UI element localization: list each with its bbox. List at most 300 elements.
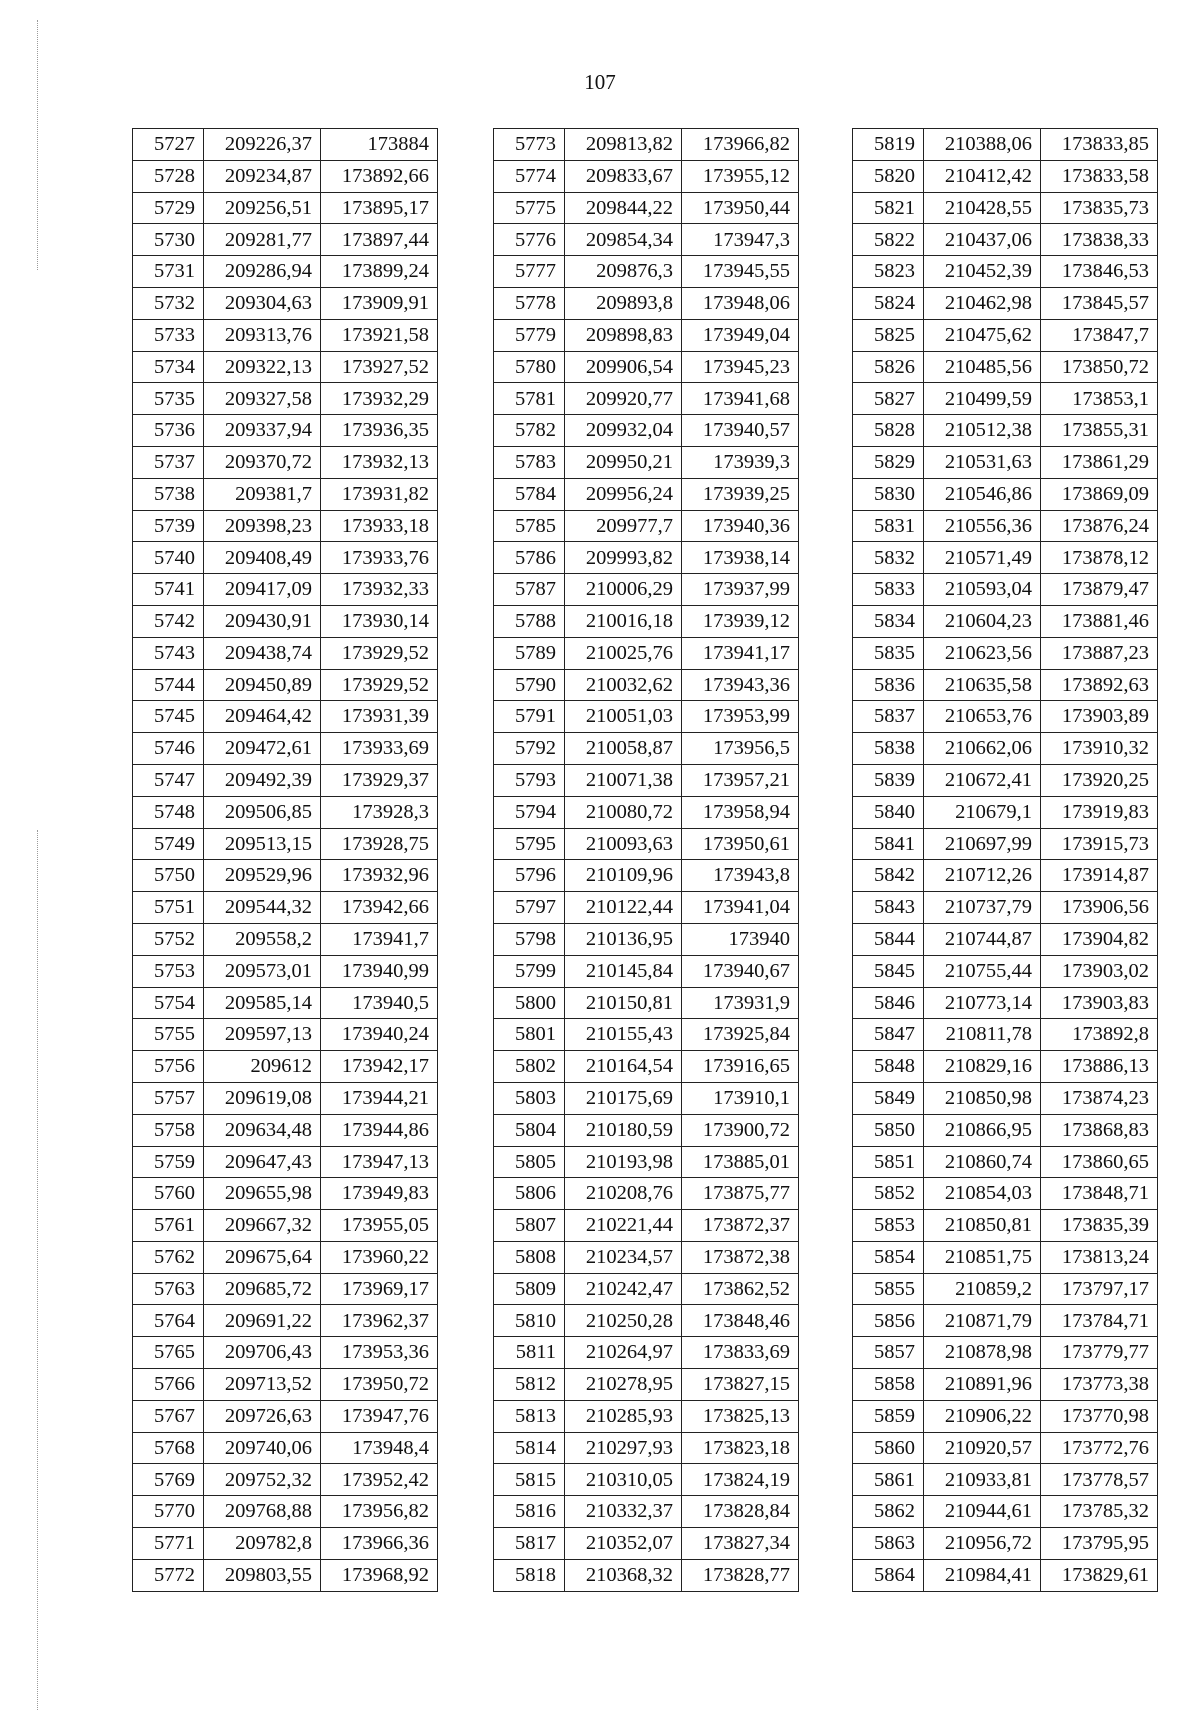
x-coordinate-cell: 209597,13 bbox=[204, 1019, 321, 1051]
x-coordinate-cell: 210546,86 bbox=[924, 478, 1041, 510]
y-coordinate-cell: 173950,72 bbox=[321, 1369, 438, 1401]
x-coordinate-cell: 209844,22 bbox=[565, 192, 682, 224]
point-number-cell: 5811 bbox=[494, 1337, 565, 1369]
y-coordinate-cell: 173969,17 bbox=[321, 1273, 438, 1305]
table-row bbox=[133, 637, 438, 669]
x-coordinate-cell: 210712,26 bbox=[924, 860, 1041, 892]
y-coordinate-cell: 173949,83 bbox=[321, 1178, 438, 1210]
table-row bbox=[494, 733, 799, 765]
x-coordinate-cell: 209906,54 bbox=[565, 351, 682, 383]
x-coordinate-cell: 210635,58 bbox=[924, 669, 1041, 701]
point-number-cell: 5796 bbox=[494, 860, 565, 892]
x-coordinate-cell: 209634,48 bbox=[204, 1114, 321, 1146]
y-coordinate-cell: 173948,06 bbox=[682, 287, 799, 319]
x-coordinate-cell: 210164,54 bbox=[565, 1051, 682, 1083]
x-coordinate-cell: 210920,57 bbox=[924, 1432, 1041, 1464]
y-coordinate-cell: 173885,01 bbox=[682, 1146, 799, 1178]
y-coordinate-cell: 173936,35 bbox=[321, 415, 438, 447]
x-coordinate-cell: 210297,93 bbox=[565, 1432, 682, 1464]
point-number-cell: 5784 bbox=[494, 478, 565, 510]
table-row bbox=[133, 733, 438, 765]
table-row bbox=[494, 383, 799, 415]
point-number-cell: 5858 bbox=[853, 1369, 924, 1401]
x-coordinate-cell: 210755,44 bbox=[924, 955, 1041, 987]
table-row bbox=[494, 1273, 799, 1305]
point-number-cell: 5791 bbox=[494, 701, 565, 733]
y-coordinate-cell: 173900,72 bbox=[682, 1114, 799, 1146]
x-coordinate-cell: 209740,06 bbox=[204, 1432, 321, 1464]
x-coordinate-cell: 209950,21 bbox=[565, 446, 682, 478]
point-number-cell: 5829 bbox=[853, 446, 924, 478]
table-row bbox=[494, 415, 799, 447]
x-coordinate-cell: 209327,58 bbox=[204, 383, 321, 415]
table-row bbox=[133, 1241, 438, 1273]
point-number-cell: 5810 bbox=[494, 1305, 565, 1337]
x-coordinate-cell: 209472,61 bbox=[204, 733, 321, 765]
point-number-cell: 5817 bbox=[494, 1528, 565, 1560]
point-number-cell: 5816 bbox=[494, 1496, 565, 1528]
table-row bbox=[853, 828, 1158, 860]
table-row bbox=[133, 1051, 438, 1083]
x-coordinate-cell: 210109,96 bbox=[565, 860, 682, 892]
table-row bbox=[494, 605, 799, 637]
y-coordinate-cell: 173956,82 bbox=[321, 1496, 438, 1528]
point-number-cell: 5835 bbox=[853, 637, 924, 669]
point-number-cell: 5828 bbox=[853, 415, 924, 447]
y-coordinate-cell: 173828,77 bbox=[682, 1559, 799, 1591]
table-row bbox=[494, 478, 799, 510]
y-coordinate-cell: 173955,12 bbox=[682, 160, 799, 192]
table-row bbox=[853, 733, 1158, 765]
y-coordinate-cell: 173932,96 bbox=[321, 860, 438, 892]
x-coordinate-cell: 210278,95 bbox=[565, 1369, 682, 1401]
table-row bbox=[494, 1432, 799, 1464]
point-number-cell: 5818 bbox=[494, 1559, 565, 1591]
point-number-cell: 5745 bbox=[133, 701, 204, 733]
x-coordinate-cell: 209398,23 bbox=[204, 510, 321, 542]
y-coordinate-cell: 173940 bbox=[682, 923, 799, 955]
table-row bbox=[494, 1051, 799, 1083]
point-number-cell: 5734 bbox=[133, 351, 204, 383]
y-coordinate-cell: 173958,94 bbox=[682, 796, 799, 828]
y-coordinate-cell: 173939,3 bbox=[682, 446, 799, 478]
point-number-cell: 5735 bbox=[133, 383, 204, 415]
point-number-cell: 5788 bbox=[494, 605, 565, 637]
y-coordinate-cell: 173945,55 bbox=[682, 256, 799, 288]
x-coordinate-cell: 210180,59 bbox=[565, 1114, 682, 1146]
x-coordinate-cell: 209370,72 bbox=[204, 446, 321, 478]
x-coordinate-cell: 209655,98 bbox=[204, 1178, 321, 1210]
table-row bbox=[494, 860, 799, 892]
x-coordinate-cell: 209833,67 bbox=[565, 160, 682, 192]
point-number-cell: 5807 bbox=[494, 1210, 565, 1242]
y-coordinate-cell: 173960,22 bbox=[321, 1241, 438, 1273]
y-coordinate-cell: 173929,37 bbox=[321, 764, 438, 796]
point-number-cell: 5768 bbox=[133, 1432, 204, 1464]
y-coordinate-cell: 173876,24 bbox=[1041, 510, 1158, 542]
y-coordinate-cell: 173939,25 bbox=[682, 478, 799, 510]
table-row bbox=[133, 510, 438, 542]
x-coordinate-cell: 210150,81 bbox=[565, 987, 682, 1019]
y-coordinate-cell: 173884 bbox=[321, 129, 438, 161]
table-row bbox=[494, 1528, 799, 1560]
point-number-cell: 5789 bbox=[494, 637, 565, 669]
point-number-cell: 5758 bbox=[133, 1114, 204, 1146]
table-row bbox=[853, 1337, 1158, 1369]
x-coordinate-cell: 209977,7 bbox=[565, 510, 682, 542]
y-coordinate-cell: 173892,66 bbox=[321, 160, 438, 192]
point-number-cell: 5736 bbox=[133, 415, 204, 447]
point-number-cell: 5795 bbox=[494, 828, 565, 860]
table-row bbox=[133, 1559, 438, 1591]
x-coordinate-cell: 210016,18 bbox=[565, 605, 682, 637]
table-row bbox=[494, 1496, 799, 1528]
table-row bbox=[494, 637, 799, 669]
y-coordinate-cell: 173874,23 bbox=[1041, 1082, 1158, 1114]
point-number-cell: 5775 bbox=[494, 192, 565, 224]
table-row bbox=[133, 192, 438, 224]
x-coordinate-cell: 209876,3 bbox=[565, 256, 682, 288]
y-coordinate-cell: 173940,36 bbox=[682, 510, 799, 542]
y-coordinate-cell: 173940,99 bbox=[321, 955, 438, 987]
table-row bbox=[133, 542, 438, 574]
point-number-cell: 5851 bbox=[853, 1146, 924, 1178]
point-number-cell: 5819 bbox=[853, 129, 924, 161]
y-coordinate-cell: 173828,84 bbox=[682, 1496, 799, 1528]
point-number-cell: 5754 bbox=[133, 987, 204, 1019]
y-coordinate-cell: 173813,24 bbox=[1041, 1241, 1158, 1273]
point-number-cell: 5727 bbox=[133, 129, 204, 161]
y-coordinate-cell: 173940,67 bbox=[682, 955, 799, 987]
point-number-cell: 5832 bbox=[853, 542, 924, 574]
point-number-cell: 5764 bbox=[133, 1305, 204, 1337]
y-coordinate-cell: 173825,13 bbox=[682, 1400, 799, 1432]
y-coordinate-cell: 173933,76 bbox=[321, 542, 438, 574]
y-coordinate-cell: 173833,69 bbox=[682, 1337, 799, 1369]
y-coordinate-cell: 173937,99 bbox=[682, 574, 799, 606]
x-coordinate-cell: 209492,39 bbox=[204, 764, 321, 796]
x-coordinate-cell: 209304,63 bbox=[204, 287, 321, 319]
table-row bbox=[853, 1241, 1158, 1273]
table-row bbox=[853, 669, 1158, 701]
point-number-cell: 5776 bbox=[494, 224, 565, 256]
x-coordinate-cell: 210737,79 bbox=[924, 892, 1041, 924]
x-coordinate-cell: 210332,37 bbox=[565, 1496, 682, 1528]
table-row bbox=[853, 1051, 1158, 1083]
y-coordinate-cell: 173950,61 bbox=[682, 828, 799, 860]
x-coordinate-cell: 210051,03 bbox=[565, 701, 682, 733]
point-number-cell: 5803 bbox=[494, 1082, 565, 1114]
x-coordinate-cell: 209226,37 bbox=[204, 129, 321, 161]
table-row bbox=[494, 764, 799, 796]
y-coordinate-cell: 173772,76 bbox=[1041, 1432, 1158, 1464]
table-row bbox=[133, 1178, 438, 1210]
point-number-cell: 5782 bbox=[494, 415, 565, 447]
point-number-cell: 5809 bbox=[494, 1273, 565, 1305]
y-coordinate-cell: 173887,23 bbox=[1041, 637, 1158, 669]
y-coordinate-cell: 173878,12 bbox=[1041, 542, 1158, 574]
point-number-cell: 5733 bbox=[133, 319, 204, 351]
table-row bbox=[853, 351, 1158, 383]
point-number-cell: 5855 bbox=[853, 1273, 924, 1305]
x-coordinate-cell: 210032,62 bbox=[565, 669, 682, 701]
point-number-cell: 5773 bbox=[494, 129, 565, 161]
x-coordinate-cell: 210593,04 bbox=[924, 574, 1041, 606]
y-coordinate-cell: 173853,1 bbox=[1041, 383, 1158, 415]
x-coordinate-cell: 210093,63 bbox=[565, 828, 682, 860]
point-number-cell: 5833 bbox=[853, 574, 924, 606]
y-coordinate-cell: 173845,57 bbox=[1041, 287, 1158, 319]
point-number-cell: 5750 bbox=[133, 860, 204, 892]
point-number-cell: 5731 bbox=[133, 256, 204, 288]
point-number-cell: 5802 bbox=[494, 1051, 565, 1083]
table-row bbox=[133, 1464, 438, 1496]
y-coordinate-cell: 173892,63 bbox=[1041, 669, 1158, 701]
point-number-cell: 5839 bbox=[853, 764, 924, 796]
table-row bbox=[133, 1528, 438, 1560]
table-row bbox=[494, 446, 799, 478]
point-number-cell: 5822 bbox=[853, 224, 924, 256]
x-coordinate-cell: 209752,32 bbox=[204, 1464, 321, 1496]
table-row bbox=[853, 1528, 1158, 1560]
point-number-cell: 5762 bbox=[133, 1241, 204, 1273]
table-row bbox=[853, 764, 1158, 796]
table-row bbox=[133, 1019, 438, 1051]
table-row bbox=[494, 1241, 799, 1273]
point-number-cell: 5848 bbox=[853, 1051, 924, 1083]
point-number-cell: 5800 bbox=[494, 987, 565, 1019]
table-row bbox=[133, 923, 438, 955]
y-coordinate-cell: 173848,46 bbox=[682, 1305, 799, 1337]
table-row bbox=[494, 1369, 799, 1401]
x-coordinate-cell: 210512,38 bbox=[924, 415, 1041, 447]
table-row bbox=[133, 1146, 438, 1178]
point-number-cell: 5798 bbox=[494, 923, 565, 955]
y-coordinate-cell: 173940,24 bbox=[321, 1019, 438, 1051]
point-number-cell: 5730 bbox=[133, 224, 204, 256]
point-number-cell: 5837 bbox=[853, 701, 924, 733]
x-coordinate-cell: 209782,8 bbox=[204, 1528, 321, 1560]
table-row bbox=[133, 383, 438, 415]
table-row bbox=[853, 1114, 1158, 1146]
x-coordinate-cell: 210956,72 bbox=[924, 1528, 1041, 1560]
y-coordinate-cell: 173952,42 bbox=[321, 1464, 438, 1496]
y-coordinate-cell: 173947,3 bbox=[682, 224, 799, 256]
x-coordinate-cell: 209993,82 bbox=[565, 542, 682, 574]
point-number-cell: 5854 bbox=[853, 1241, 924, 1273]
point-number-cell: 5771 bbox=[133, 1528, 204, 1560]
point-number-cell: 5830 bbox=[853, 478, 924, 510]
point-number-cell: 5853 bbox=[853, 1210, 924, 1242]
coordinates-table-2 bbox=[493, 128, 799, 1592]
table-row bbox=[494, 129, 799, 161]
y-coordinate-cell: 173861,29 bbox=[1041, 446, 1158, 478]
table-row bbox=[494, 256, 799, 288]
x-coordinate-cell: 210859,2 bbox=[924, 1273, 1041, 1305]
x-coordinate-cell: 209430,91 bbox=[204, 605, 321, 637]
point-number-cell: 5801 bbox=[494, 1019, 565, 1051]
table-row bbox=[853, 1273, 1158, 1305]
table-row bbox=[133, 129, 438, 161]
x-coordinate-cell: 210234,57 bbox=[565, 1241, 682, 1273]
table-row bbox=[853, 605, 1158, 637]
coordinates-table-1 bbox=[132, 128, 438, 1592]
y-coordinate-cell: 173932,13 bbox=[321, 446, 438, 478]
point-number-cell: 5823 bbox=[853, 256, 924, 288]
y-coordinate-cell: 173872,38 bbox=[682, 1241, 799, 1273]
y-coordinate-cell: 173968,92 bbox=[321, 1559, 438, 1591]
table-row bbox=[853, 510, 1158, 542]
y-coordinate-cell: 173932,29 bbox=[321, 383, 438, 415]
x-coordinate-cell: 210850,81 bbox=[924, 1210, 1041, 1242]
y-coordinate-cell: 173953,99 bbox=[682, 701, 799, 733]
y-coordinate-cell: 173915,73 bbox=[1041, 828, 1158, 860]
point-number-cell: 5842 bbox=[853, 860, 924, 892]
y-coordinate-cell: 173947,76 bbox=[321, 1400, 438, 1432]
table-row bbox=[853, 1369, 1158, 1401]
y-coordinate-cell: 173879,47 bbox=[1041, 574, 1158, 606]
y-coordinate-cell: 173931,9 bbox=[682, 987, 799, 1019]
y-coordinate-cell: 173929,52 bbox=[321, 669, 438, 701]
table-row bbox=[133, 764, 438, 796]
y-coordinate-cell: 173833,85 bbox=[1041, 129, 1158, 161]
point-number-cell: 5852 bbox=[853, 1178, 924, 1210]
table-row bbox=[133, 796, 438, 828]
x-coordinate-cell: 210499,59 bbox=[924, 383, 1041, 415]
y-coordinate-cell: 173955,05 bbox=[321, 1210, 438, 1242]
y-coordinate-cell: 173931,39 bbox=[321, 701, 438, 733]
table-row bbox=[494, 1019, 799, 1051]
table-row bbox=[853, 1432, 1158, 1464]
y-coordinate-cell: 173933,69 bbox=[321, 733, 438, 765]
table-row bbox=[853, 192, 1158, 224]
table-row bbox=[494, 955, 799, 987]
x-coordinate-cell: 210071,38 bbox=[565, 764, 682, 796]
point-number-cell: 5753 bbox=[133, 955, 204, 987]
x-coordinate-cell: 209450,89 bbox=[204, 669, 321, 701]
table-row bbox=[853, 542, 1158, 574]
table-row bbox=[494, 796, 799, 828]
x-coordinate-cell: 209544,32 bbox=[204, 892, 321, 924]
x-coordinate-cell: 209691,22 bbox=[204, 1305, 321, 1337]
point-number-cell: 5772 bbox=[133, 1559, 204, 1591]
table-row bbox=[494, 987, 799, 1019]
table-row bbox=[133, 1273, 438, 1305]
y-coordinate-cell: 173932,33 bbox=[321, 574, 438, 606]
table-row bbox=[494, 319, 799, 351]
table-row bbox=[133, 669, 438, 701]
y-coordinate-cell: 173945,23 bbox=[682, 351, 799, 383]
point-number-cell: 5732 bbox=[133, 287, 204, 319]
point-number-cell: 5821 bbox=[853, 192, 924, 224]
x-coordinate-cell: 210428,55 bbox=[924, 192, 1041, 224]
table-row bbox=[494, 1114, 799, 1146]
x-coordinate-cell: 210744,87 bbox=[924, 923, 1041, 955]
x-coordinate-cell: 209585,14 bbox=[204, 987, 321, 1019]
point-number-cell: 5755 bbox=[133, 1019, 204, 1051]
x-coordinate-cell: 210851,75 bbox=[924, 1241, 1041, 1273]
x-coordinate-cell: 210310,05 bbox=[565, 1464, 682, 1496]
table-row bbox=[853, 224, 1158, 256]
x-coordinate-cell: 209464,42 bbox=[204, 701, 321, 733]
x-coordinate-cell: 210242,47 bbox=[565, 1273, 682, 1305]
y-coordinate-cell: 173881,46 bbox=[1041, 605, 1158, 637]
table-row bbox=[853, 701, 1158, 733]
table-row bbox=[853, 892, 1158, 924]
table-row bbox=[853, 1019, 1158, 1051]
page-number: 107 bbox=[584, 70, 616, 94]
point-number-cell: 5849 bbox=[853, 1082, 924, 1114]
x-coordinate-cell: 210531,63 bbox=[924, 446, 1041, 478]
y-coordinate-cell: 173838,33 bbox=[1041, 224, 1158, 256]
point-number-cell: 5792 bbox=[494, 733, 565, 765]
x-coordinate-cell: 209675,64 bbox=[204, 1241, 321, 1273]
table-row bbox=[494, 892, 799, 924]
table-row bbox=[853, 1305, 1158, 1337]
point-number-cell: 5741 bbox=[133, 574, 204, 606]
table-row bbox=[133, 987, 438, 1019]
point-number-cell: 5813 bbox=[494, 1400, 565, 1432]
table-row bbox=[494, 1146, 799, 1178]
table-row bbox=[853, 637, 1158, 669]
point-number-cell: 5797 bbox=[494, 892, 565, 924]
point-number-cell: 5760 bbox=[133, 1178, 204, 1210]
x-coordinate-cell: 210878,98 bbox=[924, 1337, 1041, 1369]
y-coordinate-cell: 173827,34 bbox=[682, 1528, 799, 1560]
x-coordinate-cell: 209920,77 bbox=[565, 383, 682, 415]
table-row bbox=[133, 1114, 438, 1146]
x-coordinate-cell: 210984,41 bbox=[924, 1559, 1041, 1591]
y-coordinate-cell: 173833,58 bbox=[1041, 160, 1158, 192]
table-row bbox=[133, 319, 438, 351]
point-number-cell: 5857 bbox=[853, 1337, 924, 1369]
y-coordinate-cell: 173942,66 bbox=[321, 892, 438, 924]
x-coordinate-cell: 209893,8 bbox=[565, 287, 682, 319]
x-coordinate-cell: 210906,22 bbox=[924, 1400, 1041, 1432]
point-number-cell: 5840 bbox=[853, 796, 924, 828]
point-number-cell: 5864 bbox=[853, 1559, 924, 1591]
point-number-cell: 5844 bbox=[853, 923, 924, 955]
y-coordinate-cell: 173966,36 bbox=[321, 1528, 438, 1560]
x-coordinate-cell: 210571,49 bbox=[924, 542, 1041, 574]
y-coordinate-cell: 173850,72 bbox=[1041, 351, 1158, 383]
point-number-cell: 5841 bbox=[853, 828, 924, 860]
y-coordinate-cell: 173875,77 bbox=[682, 1178, 799, 1210]
y-coordinate-cell: 173938,14 bbox=[682, 542, 799, 574]
y-coordinate-cell: 173835,39 bbox=[1041, 1210, 1158, 1242]
table-row bbox=[133, 605, 438, 637]
table-row bbox=[133, 224, 438, 256]
point-number-cell: 5780 bbox=[494, 351, 565, 383]
point-number-cell: 5779 bbox=[494, 319, 565, 351]
x-coordinate-cell: 209813,82 bbox=[565, 129, 682, 161]
x-coordinate-cell: 210058,87 bbox=[565, 733, 682, 765]
table-row bbox=[133, 1082, 438, 1114]
point-number-cell: 5769 bbox=[133, 1464, 204, 1496]
y-coordinate-cell: 173941,7 bbox=[321, 923, 438, 955]
y-coordinate-cell: 173941,68 bbox=[682, 383, 799, 415]
table-row bbox=[494, 510, 799, 542]
point-number-cell: 5777 bbox=[494, 256, 565, 288]
y-coordinate-cell: 173868,83 bbox=[1041, 1114, 1158, 1146]
x-coordinate-cell: 209612 bbox=[204, 1051, 321, 1083]
table-row bbox=[853, 1210, 1158, 1242]
x-coordinate-cell: 210891,96 bbox=[924, 1369, 1041, 1401]
point-number-cell: 5827 bbox=[853, 383, 924, 415]
table-row bbox=[494, 192, 799, 224]
coordinates-table-3 bbox=[852, 128, 1158, 1592]
table-row bbox=[494, 1082, 799, 1114]
